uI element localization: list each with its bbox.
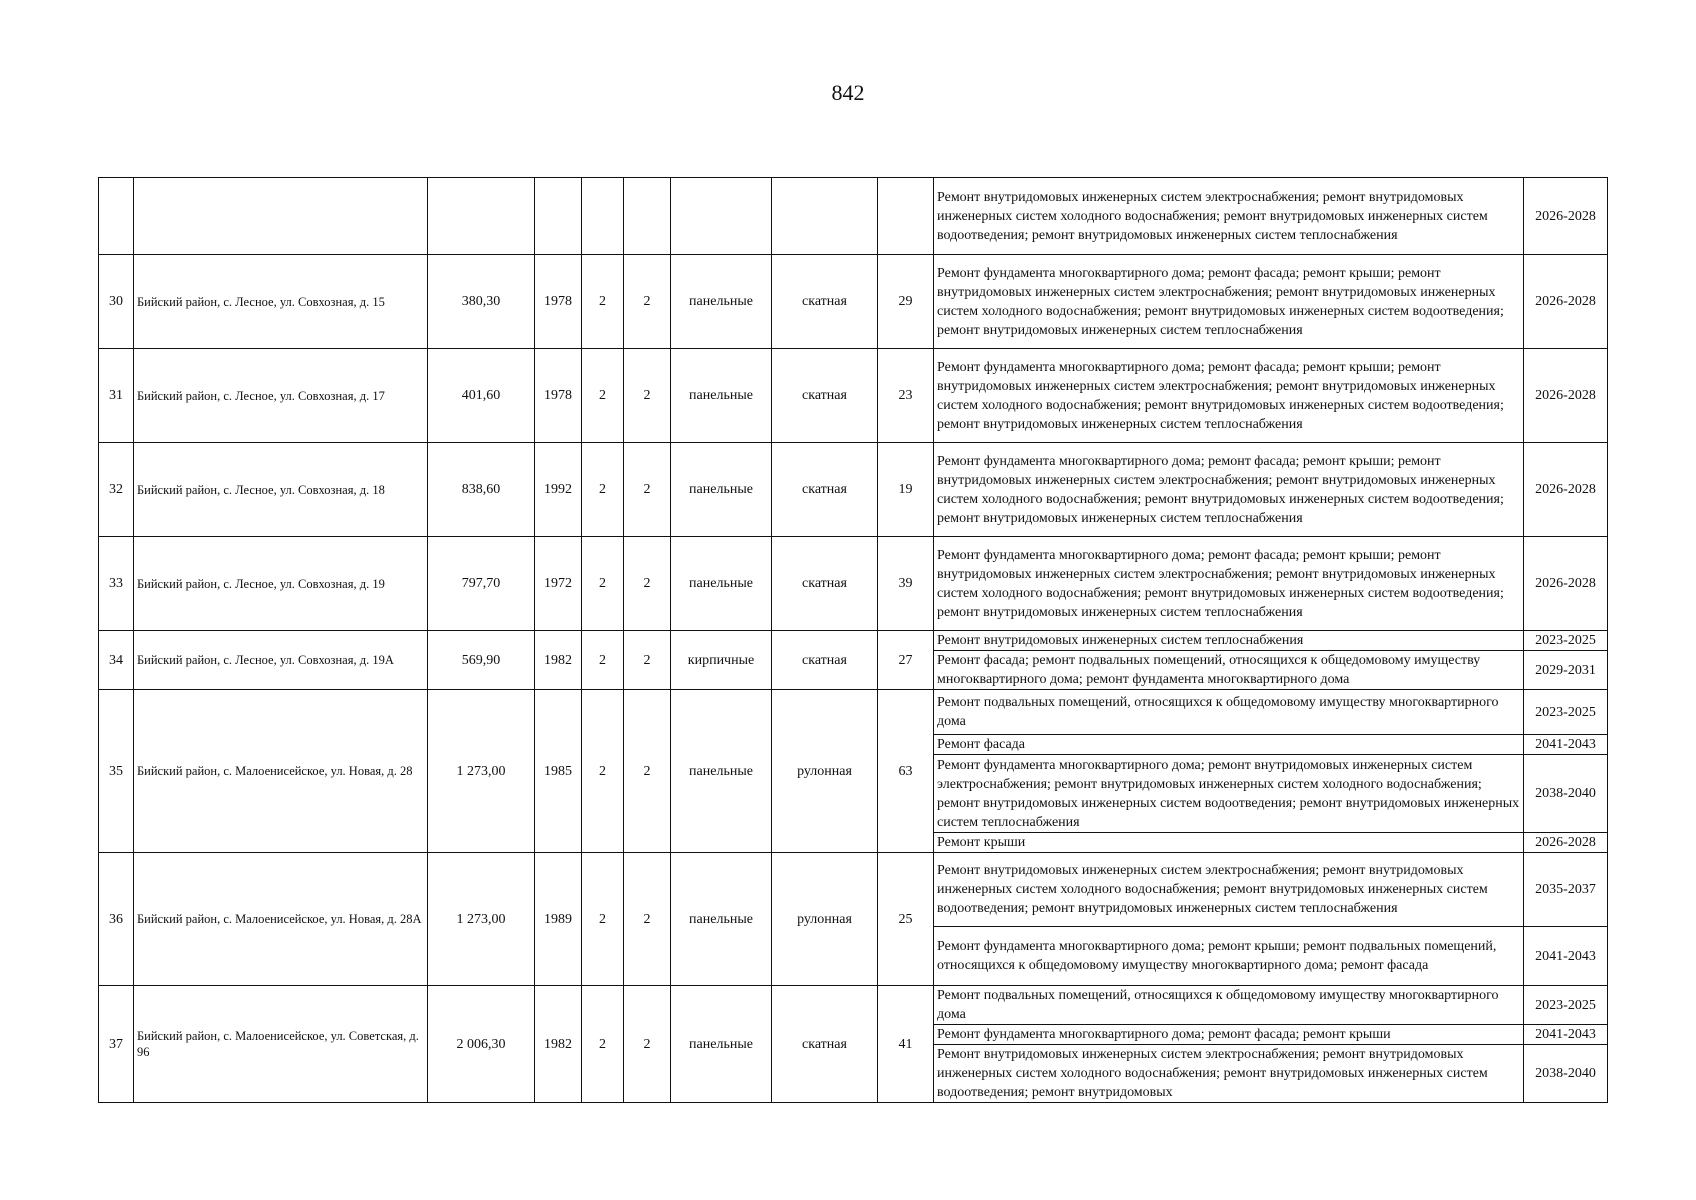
period-cell: 2026-2028 <box>1524 178 1608 255</box>
row-number: 37 <box>99 986 134 1103</box>
area-cell: 569,90 <box>428 631 535 690</box>
roof-type-cell: скатная <box>772 255 878 349</box>
row-number: 32 <box>99 443 134 537</box>
entrances-cell: 2 <box>624 986 671 1103</box>
wall-material-cell: панельные <box>671 853 772 986</box>
year-cell: 1989 <box>535 853 582 986</box>
wall-material-cell <box>671 178 772 255</box>
area-cell: 380,30 <box>428 255 535 349</box>
works-description-cell: Ремонт фундамента многоквартирного дома; ремонт фасада; ремонт крыши; ремонт внутридомовых инженерных систем электроснабжения; ремонт внутридомовых инженерных систем холодного водоснабжения; ремонт внутридомовых инженерных систем водоотведения; ремонт внутридомовых инженерных систем теплоснабжения <box>934 537 1524 631</box>
address-cell: Бийский район, с. Лесное, ул. Совхозная, д. 19А <box>134 631 428 690</box>
year-cell: 1972 <box>535 537 582 631</box>
floors-cell: 2 <box>582 986 624 1103</box>
address-cell: Бийский район, с. Малоенисейское, ул. Новая, д. 28 <box>134 690 428 853</box>
page-number: 842 <box>831 80 865 105</box>
floors-cell: 2 <box>582 443 624 537</box>
works-description-cell: Ремонт фасада; ремонт подвальных помещений, относящихся к общедомовому имуществу многоквартирного дома; ремонт фундамента многоквартирного дома <box>934 651 1524 690</box>
units-cell: 23 <box>878 349 934 443</box>
wall-material-cell: панельные <box>671 986 772 1103</box>
table-row <box>99 853 1608 927</box>
roof-type-cell: скатная <box>772 631 878 690</box>
area-cell <box>428 178 535 255</box>
period-cell: 2029-2031 <box>1524 651 1608 690</box>
year-cell: 1978 <box>535 349 582 443</box>
units-cell: 19 <box>878 443 934 537</box>
address-cell: Бийский район, с. Лесное, ул. Совхозная, д. 17 <box>134 349 428 443</box>
area-cell: 2 006,30 <box>428 986 535 1103</box>
entrances-cell: 2 <box>624 690 671 853</box>
address-cell: Бийский район, с. Лесное, ул. Совхозная, д. 18 <box>134 443 428 537</box>
units-cell: 25 <box>878 853 934 986</box>
row-number <box>99 178 134 255</box>
table-row <box>99 986 1608 1025</box>
row-number: 31 <box>99 349 134 443</box>
table-row <box>99 255 1608 349</box>
works-description-cell: Ремонт подвальных помещений, относящихся к общедомовому имуществу многоквартирного дома <box>934 690 1524 735</box>
wall-material-cell: панельные <box>671 255 772 349</box>
address-cell <box>134 178 428 255</box>
row-number: 33 <box>99 537 134 631</box>
row-number: 30 <box>99 255 134 349</box>
units-cell: 63 <box>878 690 934 853</box>
period-cell: 2026-2028 <box>1524 537 1608 631</box>
period-cell: 2026-2028 <box>1524 443 1608 537</box>
roof-type-cell: скатная <box>772 986 878 1103</box>
works-description-cell: Ремонт фундамента многоквартирного дома; ремонт фасада; ремонт крыши; ремонт внутридомовых инженерных систем электроснабжения; ремонт внутридомовых инженерных систем холодного водоснабжения; ремонт внутридомовых инженерных систем водоотведения; ремонт внутридомовых инженерных систем теплоснабжения <box>934 255 1524 349</box>
works-description-cell: Ремонт фундамента многоквартирного дома; ремонт фасада; ремонт крыши <box>934 1025 1524 1045</box>
period-cell: 2023-2025 <box>1524 631 1608 651</box>
period-cell: 2023-2025 <box>1524 690 1608 735</box>
roof-type-cell: скатная <box>772 537 878 631</box>
row-number: 36 <box>99 853 134 986</box>
works-description-cell: Ремонт фундамента многоквартирного дома; ремонт фасада; ремонт крыши; ремонт внутридомовых инженерных систем электроснабжения; ремонт внутридомовых инженерных систем холодного водоснабжения; ремонт внутридомовых инженерных систем водоотведения; ремонт внутридомовых инженерных систем теплоснабжения <box>934 443 1524 537</box>
address-cell: Бийский район, с. Лесное, ул. Совхозная, д. 15 <box>134 255 428 349</box>
roof-type-cell: скатная <box>772 349 878 443</box>
year-cell: 1982 <box>535 631 582 690</box>
period-cell: 2041-2043 <box>1524 927 1608 986</box>
period-cell: 2023-2025 <box>1524 986 1608 1025</box>
wall-material-cell: кирпичные <box>671 631 772 690</box>
works-description-cell: Ремонт внутридомовых инженерных систем теплоснабжения <box>934 631 1524 651</box>
period-cell: 2026-2028 <box>1524 833 1608 853</box>
area-cell: 838,60 <box>428 443 535 537</box>
table-row <box>99 178 1608 255</box>
floors-cell: 2 <box>582 690 624 853</box>
floors-cell: 2 <box>582 255 624 349</box>
wall-material-cell: панельные <box>671 537 772 631</box>
row-number: 34 <box>99 631 134 690</box>
period-cell: 2038-2040 <box>1524 755 1608 833</box>
table-body <box>99 178 1608 1103</box>
repair-schedule-table <box>98 177 1608 1103</box>
area-cell: 1 273,00 <box>428 690 535 853</box>
floors-cell <box>582 178 624 255</box>
address-cell: Бийский район, с. Лесное, ул. Совхозная, д. 19 <box>134 537 428 631</box>
area-cell: 797,70 <box>428 537 535 631</box>
address-cell: Бийский район, с. Малоенисейское, ул. Советская, д. 96 <box>134 986 428 1103</box>
entrances-cell: 2 <box>624 443 671 537</box>
entrances-cell: 2 <box>624 631 671 690</box>
area-cell: 1 273,00 <box>428 853 535 986</box>
works-description-cell: Ремонт фундамента многоквартирного дома; ремонт крыши; ремонт подвальных помещений, относящихся к общедомовому имуществу многоквартирного дома; ремонт фасада <box>934 927 1524 986</box>
period-cell: 2026-2028 <box>1524 349 1608 443</box>
address-cell: Бийский район, с. Малоенисейское, ул. Новая, д. 28А <box>134 853 428 986</box>
table-row <box>99 631 1608 651</box>
period-cell: 2041-2043 <box>1524 735 1608 755</box>
roof-type-cell: рулонная <box>772 853 878 986</box>
entrances-cell: 2 <box>624 255 671 349</box>
wall-material-cell: панельные <box>671 349 772 443</box>
period-cell: 2041-2043 <box>1524 1025 1608 1045</box>
roof-type-cell: скатная <box>772 443 878 537</box>
year-cell: 1992 <box>535 443 582 537</box>
period-cell: 2026-2028 <box>1524 255 1608 349</box>
works-description-cell: Ремонт фундамента многоквартирного дома; ремонт фасада; ремонт крыши; ремонт внутридомовых инженерных систем электроснабжения; ремонт внутридомовых инженерных систем холодного водоснабжения; ремонт внутридомовых инженерных систем водоотведения; ремонт внутридомовых инженерных систем теплоснабжения <box>934 349 1524 443</box>
entrances-cell <box>624 178 671 255</box>
period-cell: 2038-2040 <box>1524 1045 1608 1103</box>
works-description-cell: Ремонт внутридомовых инженерных систем электроснабжения; ремонт внутридомовых инженерных систем холодного водоснабжения; ремонт внутридомовых инженерных систем водоотведения; ремонт внутридомовых <box>934 1045 1524 1103</box>
units-cell: 29 <box>878 255 934 349</box>
works-description-cell: Ремонт подвальных помещений, относящихся к общедомовому имуществу многоквартирного дома <box>934 986 1524 1025</box>
works-description-cell: Ремонт фундамента многоквартирного дома; ремонт внутридомовых инженерных систем электроснабжения; ремонт внутридомовых инженерных систем холодного водоснабжения; ремонт внутридомовых инженерных систем водоотведения; ремонт внутридомовых инженерных систем теплоснабжения <box>934 755 1524 833</box>
works-description-cell: Ремонт фасада <box>934 735 1524 755</box>
units-cell <box>878 178 934 255</box>
works-description-cell: Ремонт крыши <box>934 833 1524 853</box>
period-cell: 2035-2037 <box>1524 853 1608 927</box>
row-number: 35 <box>99 690 134 853</box>
year-cell: 1978 <box>535 255 582 349</box>
floors-cell: 2 <box>582 853 624 986</box>
floors-cell: 2 <box>582 631 624 690</box>
works-description-cell: Ремонт внутридомовых инженерных систем электроснабжения; ремонт внутридомовых инженерных систем холодного водоснабжения; ремонт внутридомовых инженерных систем водоотведения; ремонт внутридомовых инженерных систем теплоснабжения <box>934 853 1524 927</box>
table-row <box>99 537 1608 631</box>
year-cell: 1982 <box>535 986 582 1103</box>
roof-type-cell: рулонная <box>772 690 878 853</box>
floors-cell: 2 <box>582 537 624 631</box>
roof-type-cell <box>772 178 878 255</box>
units-cell: 27 <box>878 631 934 690</box>
year-cell: 1985 <box>535 690 582 853</box>
table-row <box>99 443 1608 537</box>
entrances-cell: 2 <box>624 537 671 631</box>
works-description-cell: Ремонт внутридомовых инженерных систем электроснабжения; ремонт внутридомовых инженерных систем холодного водоснабжения; ремонт внутридомовых инженерных систем водоотведения; ремонт внутридомовых инженерных систем теплоснабжения <box>934 178 1524 255</box>
units-cell: 41 <box>878 986 934 1103</box>
area-cell: 401,60 <box>428 349 535 443</box>
floors-cell: 2 <box>582 349 624 443</box>
units-cell: 39 <box>878 537 934 631</box>
table-row <box>99 690 1608 735</box>
entrances-cell: 2 <box>624 349 671 443</box>
wall-material-cell: панельные <box>671 690 772 853</box>
wall-material-cell: панельные <box>671 443 772 537</box>
entrances-cell: 2 <box>624 853 671 986</box>
table-row <box>99 349 1608 443</box>
year-cell <box>535 178 582 255</box>
